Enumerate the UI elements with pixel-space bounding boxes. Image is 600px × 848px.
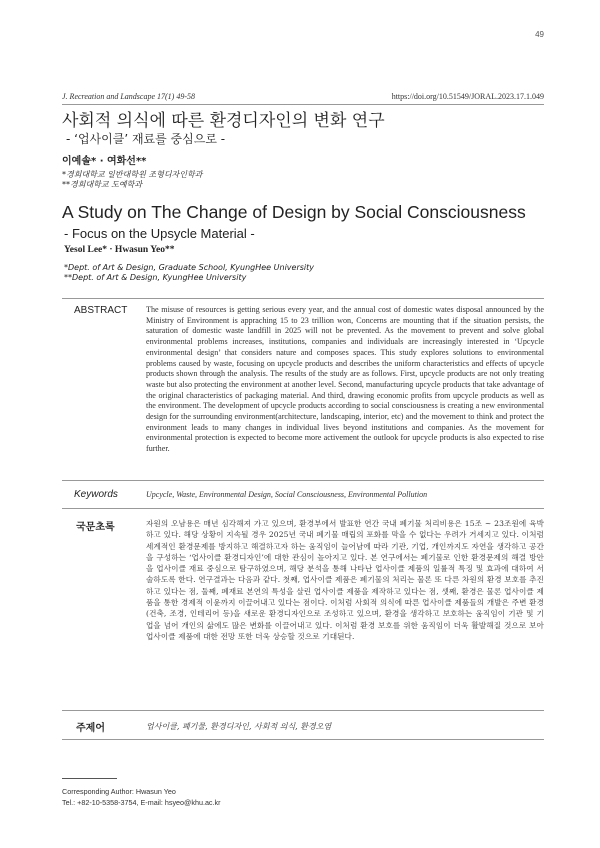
journal-citation: J. Recreation and Landscape 17(1) 49-58 bbox=[62, 92, 196, 101]
korean-abstract-label: 국문초록 bbox=[76, 522, 115, 533]
title-english: A Study on The Change of Design by Social Consciousness bbox=[62, 202, 526, 222]
subtitle-english: - Focus on the Upsycle Material - bbox=[64, 226, 255, 241]
title-korean: 사회적 의식에 따른 환경디자인의 변화 연구 bbox=[62, 111, 385, 131]
authors-korean: 이예솔* · 여화선** bbox=[62, 156, 147, 167]
footnote-rule bbox=[62, 778, 117, 779]
affiliation-korean-1: *경희대학교 일반대학원 조형디자인학과 bbox=[62, 170, 203, 179]
keywords-bottom-rule bbox=[62, 508, 544, 509]
running-header bbox=[62, 92, 544, 101]
korean-keywords-top-rule bbox=[62, 710, 544, 711]
keywords-label: Keywords bbox=[74, 489, 118, 500]
abstract-top-rule bbox=[62, 298, 544, 299]
keywords-text: Upcycle, Waste, Environmental Design, Social Consciousness, Environmental Pollution bbox=[146, 490, 428, 499]
correspondence bbox=[62, 786, 221, 808]
korean-abstract-text: 자원의 오남용은 매년 심각해져 가고 있으며, 환경부에서 발표한 연간 국내 폐기물 처리비용은 15조 ~ 23조원에 육박하고 있다. 해당 상황이 지속될 경우 2025년 국내 폐기물 매립의 포화를 막을 수 없다는 우려가 거세지고 있다. 이처럼 세계적인 환경문제를 방지하고 해결하고자 하는 움직임이 늘어남에 따라 기관, 기업, 개인까지도 자연을 생각하고 공간을 구성하는 ‘업사이클 환경디자인’에 대한 관심이 높아지고 있다. 본 연구에서는 폐기물로 인한 환경문제의 해결 방안을 업사이클 재료 중심으로 탐구하였으며, 해당 분석을 통해 나타난 업사이클 제품의 일률적 특징 및 효과에 대하여 서술하도록 한다. 연구결과는 다음과 같다. 첫째, 업사이클 제품은 폐기물의 처리는 물론 또 다른 차원의 환경 보호를 추진하고 있다는 점, 둘째, 폐재료 본연의 특성을 살린 업사이클 제품을 제작하고 있다는 점, 셋째, 환경은 물론 업사이클 제품을 통한 경제적 이윤까지 이끌어내고 있다는 점이다. 이처럼 사회적 의식에 따른 업사이클 제품들의 개발은 주변 환경(건축, 조경, 인테리어 등)을 새로운 환경디자인으로 조성하고 있으며, 환경을 생각하고 보호하는 움직임이 기관 및 기업을 넘어 개인의 삶에도 많은 변화를 이끌어내고 있다. 이처럼 환경 보호를 위한 움직임이 더욱 활발해질 것으로 보아 업사이클 제품에 대한 전망 또한 더욱 상승할 것으로 기대된다. bbox=[146, 519, 544, 641]
subtitle-korean: - ‘업사이클’ 재료를 중심으로 - bbox=[66, 132, 226, 146]
affiliations-english bbox=[64, 263, 314, 283]
affiliations-korean bbox=[62, 170, 202, 190]
korean-keywords-label: 주제어 bbox=[76, 723, 105, 734]
korean-keywords-text: 업사이클, 폐기물, 환경디자인, 사회적 의식, 환경오염 bbox=[146, 722, 332, 731]
affiliation-english-1: *Dept. of Art & Design, Graduate School, KyungHee University bbox=[64, 263, 314, 272]
affiliation-english-2: **Dept. of Art & Design, KyungHee University bbox=[64, 273, 247, 282]
page-number: 49 bbox=[535, 30, 544, 39]
corresponding-contact: Tel.: +82-10-5358-3754, E-mail: hsyeo@khu.ac.kr bbox=[62, 798, 221, 807]
doi-link[interactable]: https://doi.org/10.51549/JORAL.2023.17.1.049 bbox=[391, 92, 544, 101]
affiliation-korean-2: **경희대학교 도예학과 bbox=[62, 180, 143, 189]
korean-keywords-bottom-rule bbox=[62, 739, 544, 740]
header-rule bbox=[62, 104, 544, 105]
abstract-label: ABSTRACT bbox=[74, 305, 128, 316]
corresponding-author: Corresponding Author: Hwasun Yeo bbox=[62, 787, 176, 796]
abstract-text: The misuse of resources is getting serious every year, and the annual cost of domestic wates disposal announced by the Ministry of Environment is appraching 15 to 23 trillion won, Concerns are mounting that if the situation persists, the saturation of domestic waste landfill in 2025 will not be prevented. As the movement to prevent and solve global environmental problems increases, institutions, companies and individuals are increasingly interested in ‘Upcycle environmental design’ that considers nature and composes spaces. This study explores solutions to environmental problems caused by waste, focusing on upcycle products and describes the uniform characteristics and effects of upcycle products shown through the analysis. The results of the study are as follows. First, upcycle products are not only treating waste but also protecting the environment at another level. Second, manufacturing upcycle products that take advantage of the original characteristics of packaging material. And third, drawing economic profits from upcycle products as well as the environment. The development of upcycle products according to social consciousness is creating a new environmental design for the surrounding environment(architecture, landscaping, interior, etc) and the movement to think and protect the environment leads to many changes in individual lives beyond institutions and companies. As the movement for environmental protection is expected to become more activement the outlook for upcycle products is also expected to rise further. bbox=[146, 305, 544, 454]
keywords-top-rule bbox=[62, 480, 544, 481]
authors-english: Yesol Lee* · Hwasun Yeo** bbox=[64, 245, 175, 255]
